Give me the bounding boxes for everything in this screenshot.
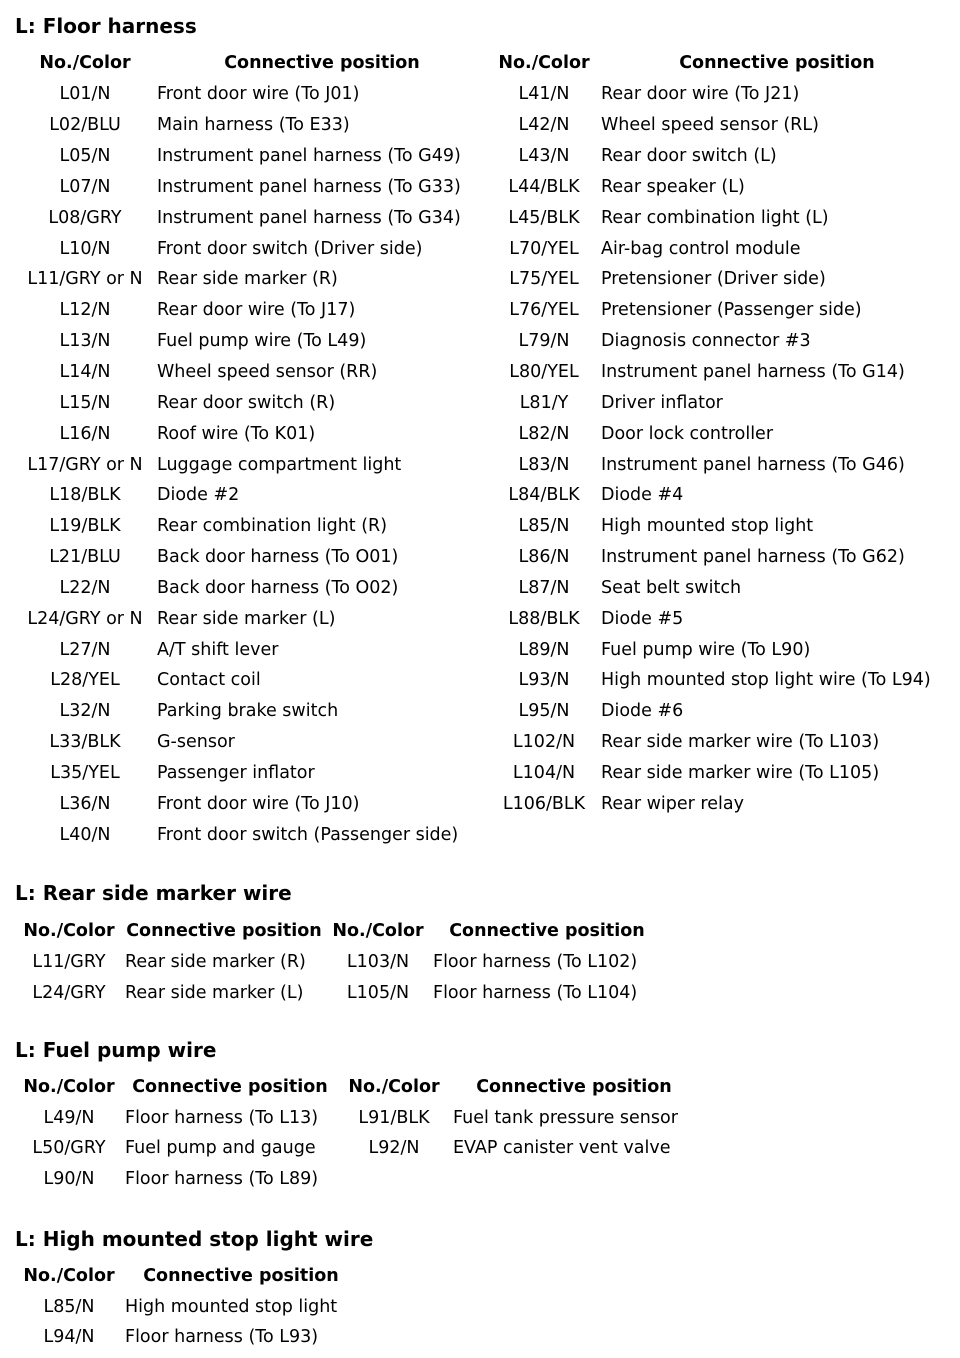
connector-number-color: L87/N [518,577,570,598]
column-header-no-color: No./Color [23,1077,115,1098]
column-header-connective-position: Connective position [143,1266,339,1287]
connective-position: Diagnosis connector #3 [601,331,811,352]
section-title-fuel-pump-wire: L: Fuel pump wire [15,1038,217,1062]
connector-number-color: L76/YEL [509,300,579,321]
connective-position: EVAP canister vent valve [453,1138,671,1159]
connector-number-color: L88/BLK [508,608,580,629]
table-row [17,665,957,696]
connective-position [449,1164,699,1195]
connector-number-color: L86/N [518,547,570,568]
connective-position: Instrument panel harness (To G33) [157,176,461,197]
connector-number-color: L106/BLK [502,793,586,814]
connector-number-color: L22/N [59,577,111,598]
connector-number-color: L81/Y [519,392,569,413]
fuel-pump-wire-table [17,1072,699,1194]
high-mounted-stop-light-wire-table [17,1261,361,1353]
table-row [17,977,665,1008]
connector-number-color: L103/N [346,951,410,972]
table-row [17,418,957,449]
connector-number-color: L85/N [518,516,570,537]
connector-number-color: L02/BLU [49,115,121,136]
section-title-high-mounted-stop-light-wire: L: High mounted stop light wire [15,1227,374,1251]
column-header-connective-position: Connective position [679,53,875,73]
connector-number-color: L83/N [518,454,570,475]
table-header-row [17,1261,361,1292]
connector-number-color: L40/N [59,824,111,845]
connective-position: Rear door wire (To J17) [157,300,356,321]
connective-position: Floor harness (To L104) [433,982,638,1003]
table-header-row [17,915,665,946]
connective-position: Rear door switch (L) [601,146,777,167]
connector-number-color: L12/N [59,300,111,321]
connective-position [597,819,957,850]
connective-position: Door lock controller [601,423,774,444]
connector-number-color: L91/BLK [358,1107,430,1128]
connective-position: Front door switch (Driver side) [157,238,423,259]
connective-position: Fuel tank pressure sensor [453,1107,678,1128]
connector-number-color: L102/N [512,732,576,753]
connector-number-color: L24/GRY or N [27,608,143,629]
connector-number-color: L21/BLU [49,547,121,568]
table-row [17,1292,361,1323]
connective-position: Instrument panel harness (To G34) [157,207,461,228]
connector-number-color: L93/N [518,670,570,691]
connective-position: Diode #4 [601,485,684,506]
connector-number-color: L89/N [518,639,570,660]
connector-number-color: L44/BLK [508,176,580,197]
connector-number-color: L16/N [59,423,111,444]
table-row [17,79,957,110]
connector-number-color: L14/N [59,362,111,383]
connective-position: Air-bag control module [601,238,801,259]
table-row [17,1322,361,1353]
connector-number-color: L05/N [59,146,111,167]
table-header-row [17,47,957,79]
connector-number-color: L50/GRY [32,1138,106,1159]
table-row [17,603,957,634]
connective-position: Instrument panel harness (To G62) [601,547,905,568]
connector-number-color: L45/BLK [508,207,580,228]
connective-position: Diode #6 [601,701,684,722]
connector-number-color: L32/N [59,701,111,722]
table-row [17,387,957,418]
connector-number-color: L08/GRY [48,207,122,228]
connector-number-color [339,1164,449,1195]
connective-position: Front door wire (To J10) [157,793,360,814]
connective-position: Floor harness (To L93) [125,1327,319,1348]
connector-number-color: L41/N [518,84,570,105]
connective-position: Fuel pump wire (To L49) [157,331,367,352]
table-row [17,264,957,295]
connective-position: Roof wire (To K01) [157,423,316,444]
connective-position: Contact coil [157,670,261,691]
connective-position: High mounted stop light wire (To L94) [601,670,931,691]
connector-number-color: L90/N [43,1168,95,1189]
section-title-rear-side-marker-wire: L: Rear side marker wire [15,881,292,905]
connective-position: Rear combination light (L) [601,207,829,228]
connector-number-color: L10/N [59,238,111,259]
column-header-connective-position: Connective position [224,53,420,73]
connector-number-color [491,819,597,850]
table-row [17,1133,699,1164]
connective-position: Instrument panel harness (To G49) [157,146,461,167]
connector-number-color: L49/N [43,1107,95,1128]
floor-harness-table [17,47,957,850]
connector-number-color: L43/N [518,146,570,167]
table-row [17,727,957,758]
connector-number-color: L24/GRY [32,982,106,1003]
connective-position: Front door switch (Passenger side) [157,824,459,845]
connective-position: Rear wiper relay [601,793,744,814]
table-row [17,511,957,542]
connector-number-color: L13/N [59,331,111,352]
connector-number-color: L36/N [59,793,111,814]
table-row [17,758,957,789]
connective-position: Rear door wire (To J21) [601,84,800,105]
table-row [17,141,957,172]
table-row [17,449,957,480]
connective-position: Seat belt switch [601,577,742,598]
column-header-no-color: No./Color [39,53,131,73]
connector-number-color: L85/N [43,1296,95,1317]
table-row [17,573,957,604]
connector-number-color: L70/YEL [509,238,579,259]
connective-position: Fuel pump wire (To L90) [601,639,811,660]
table-row [17,1164,699,1195]
table-row [17,634,957,665]
table-row [17,172,957,203]
connective-position: Pretensioner (Driver side) [601,269,826,290]
connective-position: Driver inflator [601,392,723,413]
connective-position: Rear side marker (R) [157,269,338,290]
connector-number-color: L95/N [518,701,570,722]
connector-number-color: L11/GRY or N [27,269,143,290]
section-title-floor-harness: L: Floor harness [15,14,197,38]
connective-position: High mounted stop light [125,1296,338,1317]
table-row [17,326,957,357]
connector-number-color: L18/BLK [49,485,121,506]
connector-number-color: L15/N [59,392,111,413]
connective-position: Diode #5 [601,608,684,629]
connector-number-color: L94/N [43,1327,95,1348]
connective-position: G-sensor [157,732,235,753]
connective-position: Rear side marker (L) [125,982,304,1003]
connective-position: Passenger inflator [157,762,315,783]
connector-number-color: L75/YEL [509,269,579,290]
connective-position: Floor harness (To L102) [433,951,638,972]
connector-number-color: L80/YEL [509,362,579,383]
connective-position: Instrument panel harness (To G14) [601,362,905,383]
connective-position: Diode #2 [157,485,240,506]
table-header-row [17,1072,699,1103]
column-header-connective-position: Connective position [449,920,645,941]
table-row [17,1103,699,1134]
connective-position: Pretensioner (Passenger side) [601,300,862,321]
table-row [17,946,665,977]
table-row [17,233,957,264]
connective-position: Rear side marker wire (To L105) [601,762,880,783]
table-row [17,357,957,388]
connective-position: Parking brake switch [157,701,339,722]
column-header-connective-position: Connective position [126,920,322,941]
connector-number-color: L104/N [512,762,576,783]
table-row [17,110,957,141]
column-header-connective-position: Connective position [132,1077,328,1098]
connector-number-color: L01/N [59,84,111,105]
connective-position: Back door harness (To O02) [157,577,399,598]
table-row [17,819,957,850]
connective-position: Wheel speed sensor (RR) [157,362,378,383]
table-row [17,788,957,819]
connective-position: Wheel speed sensor (RL) [601,115,819,136]
rear-side-marker-wire-table [17,915,665,1008]
connective-position: Rear side marker (R) [125,951,306,972]
table-row [17,295,957,326]
connective-position: Floor harness (To L89) [125,1168,319,1189]
connector-number-color: L82/N [518,423,570,444]
connector-number-color: L11/GRY [32,951,106,972]
connective-position: Front door wire (To J01) [157,84,360,105]
connective-position: Fuel pump and gauge [125,1138,316,1159]
connector-number-color: L105/N [346,982,410,1003]
connector-number-color: L92/N [368,1138,420,1159]
connective-position: Rear speaker (L) [601,176,745,197]
connector-number-color: L42/N [518,115,570,136]
column-header-no-color: No./Color [23,920,115,941]
table-row [17,202,957,233]
connector-number-color: L28/YEL [50,670,120,691]
column-header-no-color: No./Color [332,920,424,941]
connector-number-color: L27/N [59,639,111,660]
connective-position: High mounted stop light [601,516,814,537]
connective-position: Rear side marker wire (To L103) [601,732,880,753]
connective-position: Rear side marker (L) [157,608,336,629]
connector-number-color: L79/N [518,331,570,352]
connector-number-color: L84/BLK [508,485,580,506]
column-header-no-color: No./Color [23,1266,115,1287]
table-row [17,480,957,511]
connective-position: Rear door switch (R) [157,392,336,413]
column-header-no-color: No./Color [498,53,590,73]
table-row [17,542,957,573]
connector-number-color: L33/BLK [49,732,121,753]
table-row [17,696,957,727]
connective-position: Luggage compartment light [157,454,402,475]
connective-position: Rear combination light (R) [157,516,388,537]
column-header-no-color: No./Color [348,1077,440,1098]
connector-number-color: L19/BLK [49,516,121,537]
connective-position: A/T shift lever [157,639,279,660]
connective-position: Main harness (To E33) [157,115,350,136]
connector-number-color: L35/YEL [50,762,120,783]
column-header-connective-position: Connective position [476,1077,672,1098]
connector-number-color: L17/GRY or N [27,454,143,475]
connective-position: Back door harness (To O01) [157,547,399,568]
connector-number-color: L07/N [59,176,111,197]
connective-position: Floor harness (To L13) [125,1107,319,1128]
connective-position: Instrument panel harness (To G46) [601,454,905,475]
